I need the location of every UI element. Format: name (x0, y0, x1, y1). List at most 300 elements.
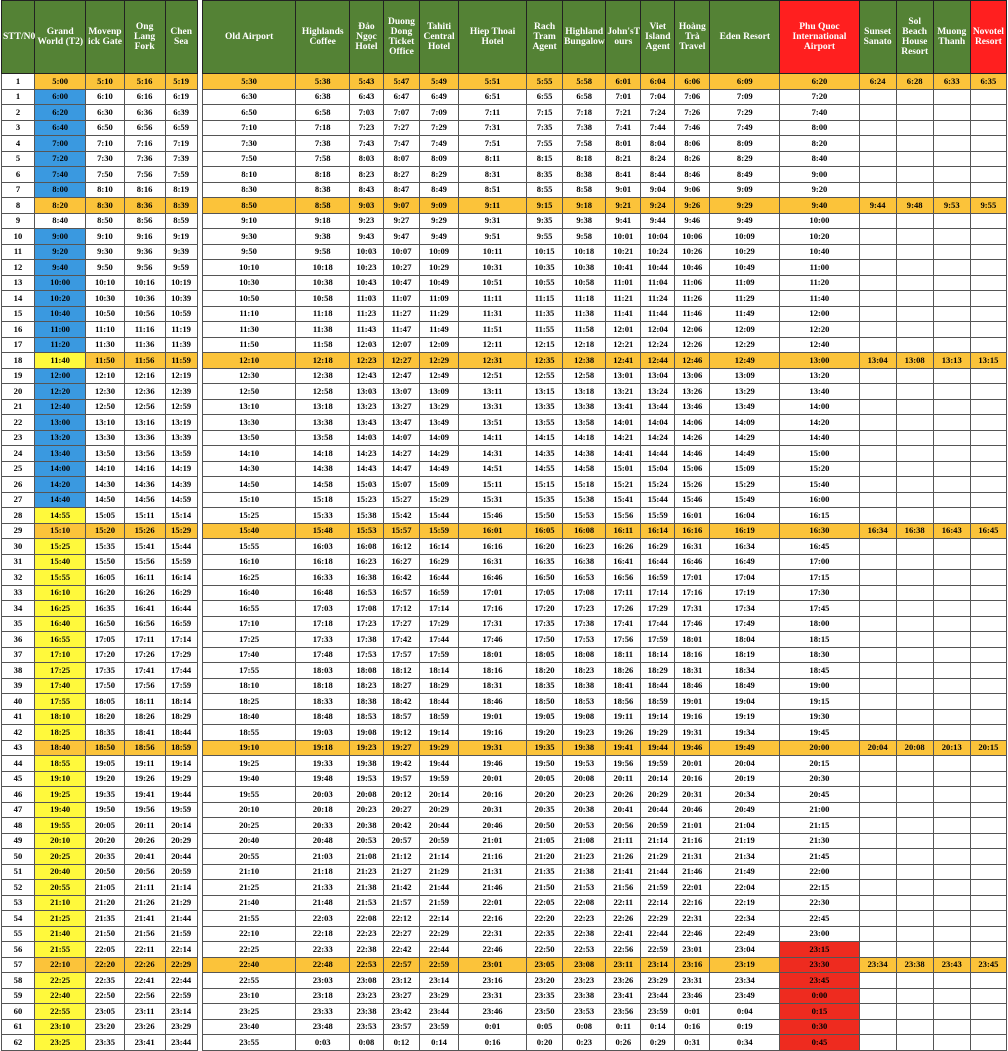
time-cell: 17:44 (641, 616, 675, 632)
resort-time (859, 973, 896, 989)
time-cell: 18:16 (459, 663, 527, 679)
time-cell: 22:05 (86, 942, 124, 958)
time-cell: 22:38 (563, 926, 606, 942)
resort-time (970, 461, 1006, 477)
resort-time (859, 399, 896, 415)
time-cell: 14:59 (165, 492, 197, 508)
time-cell: 20:44 (641, 802, 675, 818)
resort-time (933, 213, 970, 229)
table-row (2, 988, 1007, 1004)
resort-time (970, 492, 1006, 508)
time-cell: 20:40 (202, 833, 296, 849)
grand-world-time: 6:40 (34, 120, 85, 136)
time-cell: 17:12 (383, 601, 419, 617)
time-cell: 20:53 (563, 818, 606, 834)
time-cell: 14:36 (124, 477, 165, 493)
time-cell: 18:01 (459, 647, 527, 663)
time-cell: 22:50 (86, 988, 124, 1004)
resort-time (933, 942, 970, 958)
time-cell: 17:03 (296, 601, 350, 617)
time-cell: 17:41 (124, 663, 165, 679)
airport-time: 23:15 (780, 942, 859, 958)
resort-time (970, 167, 1006, 183)
time-cell: 20:16 (459, 787, 527, 803)
time-cell: 23:16 (675, 957, 710, 973)
time-cell: 22:08 (349, 911, 383, 927)
time-cell: 8:10 (86, 182, 124, 198)
time-cell: 7:51 (459, 136, 527, 152)
time-cell: 22:44 (419, 942, 458, 958)
time-cell: 6:16 (124, 89, 165, 105)
time-cell: 9:47 (383, 229, 419, 245)
time-cell: 20:11 (124, 818, 165, 834)
airport-time: 6:20 (780, 74, 859, 90)
airport-time: 12:40 (780, 337, 859, 353)
grand-world-time: 19:10 (34, 771, 85, 787)
table-row (2, 585, 1007, 601)
time-cell: 22:33 (296, 942, 350, 958)
time-cell: 16:50 (86, 616, 124, 632)
time-cell: 13:16 (124, 415, 165, 431)
time-cell: 16:40 (202, 585, 296, 601)
time-cell: 18:14 (641, 647, 675, 663)
time-cell: 14:29 (419, 446, 458, 462)
time-cell: 16:57 (383, 585, 419, 601)
time-cell: 23:53 (349, 1019, 383, 1035)
time-cell: 15:35 (86, 539, 124, 555)
time-cell: 6:30 (86, 105, 124, 121)
time-cell: 21:38 (349, 880, 383, 896)
time-cell: 10:38 (296, 275, 350, 291)
airport-time: 14:40 (780, 430, 859, 446)
airport-time: 21:45 (780, 849, 859, 865)
time-cell: 22:46 (459, 942, 527, 958)
resort-time (933, 539, 970, 555)
time-cell: 8:27 (383, 167, 419, 183)
airport-time: 14:20 (780, 415, 859, 431)
resort-time (896, 1019, 933, 1035)
time-cell: 11:58 (296, 337, 350, 353)
time-cell: 22:31 (675, 911, 710, 927)
resort-time (859, 663, 896, 679)
time-cell: 10:24 (641, 244, 675, 260)
table-row (2, 663, 1007, 679)
time-cell: 20:27 (383, 802, 419, 818)
time-cell: 11:46 (675, 306, 710, 322)
table-row (2, 213, 1007, 229)
grand-world-time: 14:20 (34, 477, 85, 493)
time-cell: 15:10 (202, 492, 296, 508)
table-row (2, 1019, 1007, 1035)
time-cell: 18:29 (641, 663, 675, 679)
resort-time (896, 337, 933, 353)
time-cell: 22:53 (563, 942, 606, 958)
time-cell: 20:04 (710, 756, 780, 772)
resort-time (896, 322, 933, 338)
time-cell: 9:29 (419, 213, 458, 229)
grand-world-time: 17:40 (34, 678, 85, 694)
time-cell: 22:59 (165, 988, 197, 1004)
resort-time (970, 709, 1006, 725)
time-cell: 18:27 (383, 678, 419, 694)
grand-world-time: 16:25 (34, 601, 85, 617)
time-cell: 9:58 (563, 229, 606, 245)
time-cell: 12:30 (86, 384, 124, 400)
time-cell: 22:11 (606, 895, 641, 911)
time-cell: 11:50 (86, 353, 124, 369)
time-cell: 21:08 (349, 849, 383, 865)
resort-time (859, 632, 896, 648)
column-header: John'sT ours (606, 1, 641, 74)
resort-time (933, 973, 970, 989)
time-cell: 7:50 (202, 151, 296, 167)
time-cell: 12:09 (710, 322, 780, 338)
table-row (2, 771, 1007, 787)
resort-time (970, 136, 1006, 152)
time-cell: 23:59 (419, 1019, 458, 1035)
airport-time: 19:30 (780, 709, 859, 725)
time-cell: 21:35 (527, 864, 563, 880)
time-cell: 21:20 (86, 895, 124, 911)
row-number: 38 (2, 663, 35, 679)
time-cell: 19:44 (165, 787, 197, 803)
time-cell: 17:14 (641, 585, 675, 601)
row-number: 1 (2, 74, 35, 90)
time-cell: 10:18 (563, 244, 606, 260)
resort-time (859, 337, 896, 353)
airport-time: 8:40 (780, 151, 859, 167)
time-cell: 12:56 (124, 399, 165, 415)
time-cell: 9:58 (296, 244, 350, 260)
column-header: Viet Island Agent (641, 1, 675, 74)
resort-time (859, 880, 896, 896)
column-header: Sunset Sanato (859, 1, 896, 74)
time-cell: 17:08 (349, 601, 383, 617)
resort-time: 13:08 (896, 353, 933, 369)
airport-time: 22:15 (780, 880, 859, 896)
time-cell: 10:56 (124, 306, 165, 322)
time-cell: 19:31 (675, 725, 710, 741)
resort-time (933, 136, 970, 152)
time-cell: 14:24 (641, 430, 675, 446)
time-cell: 16:59 (419, 585, 458, 601)
time-cell: 11:21 (606, 291, 641, 307)
grand-world-time: 12:20 (34, 384, 85, 400)
table-row (2, 911, 1007, 927)
table-row (2, 570, 1007, 586)
time-cell: 22:29 (419, 926, 458, 942)
time-cell: 21:41 (124, 911, 165, 927)
table-row (2, 740, 1007, 756)
airport-time: 17:45 (780, 601, 859, 617)
grand-world-time: 10:40 (34, 306, 85, 322)
time-cell: 13:09 (419, 384, 458, 400)
airport-time: 18:45 (780, 663, 859, 679)
grand-world-time: 19:55 (34, 818, 85, 834)
column-header: Grand World (T2) (34, 1, 85, 74)
time-cell: 8:29 (710, 151, 780, 167)
time-cell: 7:23 (349, 120, 383, 136)
time-cell: 23:20 (86, 1019, 124, 1035)
time-cell: 23:01 (675, 942, 710, 958)
time-cell: 9:36 (124, 244, 165, 260)
time-cell: 16:20 (86, 585, 124, 601)
time-cell: 17:23 (349, 616, 383, 632)
airport-time: 9:20 (780, 182, 859, 198)
table-row (2, 368, 1007, 384)
time-cell: 12:18 (563, 337, 606, 353)
time-cell: 21:18 (296, 864, 350, 880)
time-cell: 23:31 (675, 973, 710, 989)
row-number: 7 (2, 182, 35, 198)
time-cell: 16:23 (349, 554, 383, 570)
time-cell: 6:19 (165, 89, 197, 105)
time-cell: 9:10 (86, 229, 124, 245)
airport-time: 0:30 (780, 1019, 859, 1035)
table-row (2, 678, 1007, 694)
time-cell: 22:53 (349, 957, 383, 973)
time-cell: 15:03 (349, 477, 383, 493)
time-cell: 10:03 (349, 244, 383, 260)
resort-time (859, 771, 896, 787)
time-cell: 16:19 (710, 523, 780, 539)
resort-time (859, 585, 896, 601)
time-cell: 10:16 (124, 275, 165, 291)
table-row (2, 384, 1007, 400)
time-cell: 16:23 (563, 539, 606, 555)
table-row (2, 120, 1007, 136)
resort-time (933, 399, 970, 415)
time-cell: 0:11 (606, 1019, 641, 1035)
airport-time: 21:15 (780, 818, 859, 834)
time-cell: 16:55 (202, 601, 296, 617)
time-cell: 13:58 (563, 415, 606, 431)
grand-world-time: 16:55 (34, 632, 85, 648)
time-cell: 16:16 (675, 523, 710, 539)
airport-time: 9:00 (780, 167, 859, 183)
time-cell: 7:27 (383, 120, 419, 136)
resort-time: 20:04 (859, 740, 896, 756)
resort-time (970, 926, 1006, 942)
time-cell: 22:57 (383, 957, 419, 973)
time-cell: 19:50 (86, 802, 124, 818)
time-cell: 6:10 (86, 89, 124, 105)
time-cell: 19:01 (675, 694, 710, 710)
time-cell: 20:14 (641, 771, 675, 787)
time-cell: 7:29 (419, 120, 458, 136)
time-cell: 17:35 (527, 616, 563, 632)
airport-time: 8:00 (780, 120, 859, 136)
resort-time (933, 229, 970, 245)
time-cell: 17:38 (563, 616, 606, 632)
time-cell: 16:20 (527, 539, 563, 555)
table-row (2, 694, 1007, 710)
time-cell: 18:35 (527, 678, 563, 694)
time-cell: 15:48 (296, 523, 350, 539)
grand-world-time: 7:00 (34, 136, 85, 152)
time-cell: 18:56 (606, 694, 641, 710)
time-cell: 8:21 (606, 151, 641, 167)
time-cell: 0:14 (419, 1035, 458, 1051)
time-cell: 14:41 (606, 446, 641, 462)
time-cell: 22:48 (296, 957, 350, 973)
time-cell: 15:57 (383, 523, 419, 539)
column-header: Old Airport (202, 1, 296, 74)
time-cell: 18:41 (606, 678, 641, 694)
time-cell: 5:58 (563, 74, 606, 90)
time-cell: 12:19 (165, 368, 197, 384)
time-cell: 19:14 (641, 709, 675, 725)
time-cell: 18:18 (296, 678, 350, 694)
time-cell: 11:04 (641, 275, 675, 291)
time-cell: 20:35 (527, 802, 563, 818)
column-header: Phu Quoc International Airport (780, 1, 859, 74)
resort-time (970, 864, 1006, 880)
resort-time (896, 895, 933, 911)
airport-time: 16:30 (780, 523, 859, 539)
resort-time (896, 725, 933, 741)
resort-time: 13:04 (859, 353, 896, 369)
time-cell: 19:27 (383, 740, 419, 756)
time-cell: 12:11 (459, 337, 527, 353)
time-cell: 12:10 (86, 368, 124, 384)
airport-time: 17:00 (780, 554, 859, 570)
table-row (2, 1035, 1007, 1051)
resort-time (970, 1035, 1006, 1051)
resort-time (896, 260, 933, 276)
time-cell: 20:59 (419, 833, 458, 849)
time-cell: 15:40 (202, 523, 296, 539)
time-cell: 22:25 (202, 942, 296, 958)
resort-time (970, 663, 1006, 679)
time-cell: 13:07 (383, 384, 419, 400)
resort-time (970, 477, 1006, 493)
resort-time (896, 802, 933, 818)
time-cell: 20:23 (349, 802, 383, 818)
time-cell: 0:12 (383, 1035, 419, 1051)
row-number: 18 (2, 353, 35, 369)
time-cell: 18:33 (296, 694, 350, 710)
time-cell: 20:57 (383, 833, 419, 849)
time-cell: 9:04 (641, 182, 675, 198)
resort-time (970, 942, 1006, 958)
time-cell: 23:26 (606, 973, 641, 989)
time-cell: 11:30 (86, 337, 124, 353)
time-cell: 22:10 (202, 926, 296, 942)
time-cell: 16:41 (606, 554, 641, 570)
time-cell: 13:06 (675, 368, 710, 384)
resort-time (933, 368, 970, 384)
time-cell: 15:53 (349, 523, 383, 539)
time-cell: 22:42 (383, 942, 419, 958)
time-cell: 14:38 (296, 461, 350, 477)
resort-time (896, 136, 933, 152)
time-cell: 17:05 (527, 585, 563, 601)
time-cell: 17:05 (86, 632, 124, 648)
time-cell: 7:38 (296, 136, 350, 152)
grand-world-time: 6:00 (34, 89, 85, 105)
column-header: Duong Dong Ticket Office (383, 1, 419, 74)
resort-time (933, 508, 970, 524)
resort-time (933, 244, 970, 260)
time-cell: 17:04 (710, 570, 780, 586)
time-cell: 18:04 (710, 632, 780, 648)
time-cell: 23:20 (527, 973, 563, 989)
time-cell: 11:51 (459, 322, 527, 338)
resort-time (896, 1004, 933, 1020)
row-number: 11 (2, 244, 35, 260)
row-number: 48 (2, 818, 35, 834)
time-cell: 7:10 (202, 120, 296, 136)
time-cell: 7:11 (459, 105, 527, 121)
time-cell: 21:08 (563, 833, 606, 849)
resort-time (896, 647, 933, 663)
time-cell: 6:38 (296, 89, 350, 105)
time-cell: 13:10 (202, 399, 296, 415)
column-header: Movenp ick Gate (86, 1, 124, 74)
time-cell: 13:30 (202, 415, 296, 431)
time-cell: 23:14 (641, 957, 675, 973)
row-number: 5 (2, 151, 35, 167)
time-cell: 15:55 (202, 539, 296, 555)
time-cell: 15:59 (419, 523, 458, 539)
time-cell: 0:23 (563, 1035, 606, 1051)
time-cell: 15:14 (165, 508, 197, 524)
table-row (2, 973, 1007, 989)
time-cell: 15:38 (349, 508, 383, 524)
time-cell: 12:18 (296, 353, 350, 369)
time-cell: 19:05 (527, 709, 563, 725)
time-cell: 7:58 (563, 136, 606, 152)
time-cell: 15:23 (349, 492, 383, 508)
time-cell: 23:18 (296, 988, 350, 1004)
row-number: 17 (2, 337, 35, 353)
resort-time (859, 105, 896, 121)
time-cell: 11:26 (675, 291, 710, 307)
time-cell: 8:31 (459, 167, 527, 183)
resort-time (896, 833, 933, 849)
time-cell: 17:49 (710, 616, 780, 632)
time-cell: 7:03 (349, 105, 383, 121)
time-cell: 22:46 (675, 926, 710, 942)
time-cell: 22:44 (641, 926, 675, 942)
time-cell: 13:18 (296, 399, 350, 415)
time-cell: 9:03 (349, 198, 383, 214)
column-header: Hoàng Trà Travel (675, 1, 710, 74)
grand-world-time: 20:25 (34, 849, 85, 865)
time-cell: 14:50 (202, 477, 296, 493)
airport-time: 22:30 (780, 895, 859, 911)
time-cell: 19:23 (349, 740, 383, 756)
table-row (2, 647, 1007, 663)
table-row (2, 523, 1007, 539)
time-cell: 8:49 (419, 182, 458, 198)
time-cell: 19:44 (641, 740, 675, 756)
table-row (2, 244, 1007, 260)
time-cell: 11:55 (527, 322, 563, 338)
time-cell: 15:18 (296, 492, 350, 508)
time-cell: 20:16 (675, 771, 710, 787)
time-cell: 21:50 (86, 926, 124, 942)
time-cell: 8:10 (202, 167, 296, 183)
resort-time (896, 384, 933, 400)
time-cell: 5:51 (459, 74, 527, 90)
time-cell: 16:08 (349, 539, 383, 555)
grand-world-time: 21:55 (34, 942, 85, 958)
resort-time (970, 988, 1006, 1004)
resort-time (859, 988, 896, 1004)
time-cell: 11:29 (419, 306, 458, 322)
